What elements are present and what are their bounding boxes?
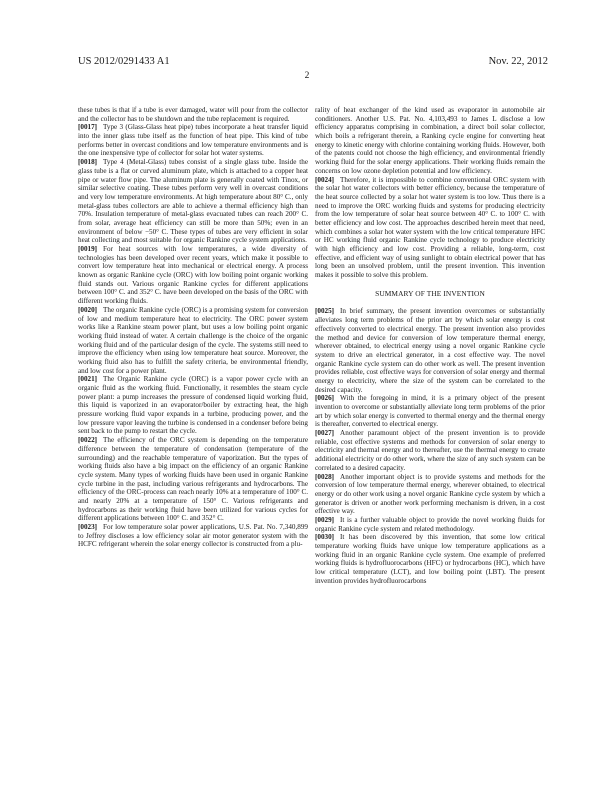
paragraph-number: [0030] <box>315 533 335 542</box>
paragraph-number: [0019] <box>78 245 98 253</box>
left-column <box>78 106 308 549</box>
paragraph-text: In brief summary, the present invention overcomes or substantially alleviates long term problems of the prior art by which solar energy is cost effectively converted to electrical energy. The present invention also provides the method and device for conversion of low temperature thermal energy, wherever obtained, to electrical energy using a novel organic Rankine cycle system to drive an electrical generator, in a cost effective way. The novel organic Rankine cycle system can do other work as well. The present invention provides reliable, cost effective ways for conversion of solar energy and thermal energy to electricity, where the size of the system can be correlated to the desired capacity. <box>315 307 545 394</box>
paragraph-text: Another important object is to provide systems and methods for the conversion of low temperature thermal energy, wherever obtained, to electrical energy or do other work using a novel organic Rankine cycle system by which a generator is driven or another work performing mechanism is driven, in a cost effective way. <box>315 472 545 516</box>
paragraph-number: [0017] <box>78 123 98 132</box>
paragraph <box>78 245 308 306</box>
page-number: 2 <box>304 71 310 81</box>
paragraph <box>315 307 545 394</box>
paragraph <box>315 473 545 516</box>
paragraph <box>78 158 308 245</box>
paragraph-number: [0021] <box>78 375 98 384</box>
paragraph <box>315 516 545 533</box>
paragraph <box>78 375 308 436</box>
paragraph-number: [0028] <box>315 472 335 481</box>
paragraph-number: [0023] <box>78 523 98 531</box>
paragraph-text: For low temperature solar power applications, U.S. Pat. No. 7,340,899 to Jeffrey discloses a low efficiency solar air motor generator system with the HCFC refrigerant wherein the solar energy collector is constructed from a plu- <box>78 523 308 549</box>
paragraph-text: Type 4 (Metal-Glass) tubes consist of a single glass tube. Inside the glass tube is a flat or curved aluminum plate, which is attached to a copper heat pipe or water flow pipe. The aluminum plate is generally coated with Tinox, or similar selective coating. These tubes perform very well in overcast conditions and very low temperature environments. At high temperature about 80° C., only metal-glass tubes collectors are able to achieve a thermal efficiency high than 70%. Insulation temperature of metal-glass evacuated tubes can reach 200° C. from solar, average heat efficiency can still be more than 50%; even in an environment of below −50° C. These types of tubes are very efficient in solar heat collecting and most suitable for organic Rankine cycle system applications. <box>78 158 308 245</box>
paragraph-number: [0022] <box>78 436 98 445</box>
paragraph-text: Therefore, it is impossible to combine conventional ORC system with the solar hot water collectors with better efficiency, because the temperature of the heat source collected by a solar hot water system is too low. Thus there is a need to improve the ORC working fluids and systems for producing electricity from the low temperature of solar heat source between 40° C. to 100° C. with better efficiency and low cost. The approaches described herein meet that need, which combines a solar hot water system with the low critical temperature HFC or HC working fluid organic Rankine cycle technology to produce electricity with high efficiency and low cost. Providing a reliable, long-term, cost effective, and efficient way of using sunlight to obtain electrical power that has long been an unsolved problem, until the present invention. This invention makes it possible to solve this problem. <box>315 175 545 280</box>
paragraph <box>315 394 545 429</box>
paragraph-text: Type 3 (Glass-Glass heat pipe) tubes incorporate a heat transfer liquid into the inner glass tube itself as the function of heat pipe. This kind of tube performs better in overcast conditions and low temperature environments and is the one inexpensive type of collector for solar hot water systems. <box>78 123 308 158</box>
paragraph-text: these tubes is that if a tube is ever damaged, water will pour from the collector and the collector has to be shutdown and the tube replacement is required. <box>78 106 308 123</box>
paragraph-text: rality of heat exchanger of the kind used as evaporator in automobile air conditioners. Another U.S. Pat. No. 4,103,493 to James L disclose a low efficiency apparatus comprising in combination, a direct boil solar collector, which boils a refrigerant therein, a Ranking cycle engine for converting heat energy to kinetic energy with chlorine containing working fluids. However, both of the patents could not choose the high efficiency, and environmental friendly working fluid for the solar energy applications. Their working fluids remain the concerns on low ozone depletion potential and low efficiency. <box>315 106 545 175</box>
paragraph-number: [0020] <box>78 305 98 314</box>
paragraph <box>78 106 308 123</box>
section-heading: SUMMARY OF THE INVENTION <box>375 288 485 298</box>
publication-number: US 2012/0291433 A1 <box>78 56 170 67</box>
paragraph-text: The organic Rankine cycle (ORC) is a promising system for conversion of low and medium temperature heat to electricity. The ORC power system works like a Rankine steam power plant, but uses a low boiling point organic working fluid instead of water. A certain challenge is the choice of the organic working fluid and of the particular design of the cycle. The systems still need to improve the efficiency when using low temperature heat source. Moreover, the working fluid also has to fulfill the safety criteria, be environmental friendly, and low cost for a power plant. <box>78 305 308 375</box>
paragraph-text: Another paramount object of the present invention is to provide reliable, cost effective systems and methods for conversion of solar energy to electricity and thermal energy and to thereafter, use the thermal energy to create additional electricity or do other work, where the size of any such system can be correlated to a desired capacity. <box>315 429 545 472</box>
paragraph-text: With the foregoing in mind, it is a primary object of the present invention to overcome or substantially alleviate long term problems of the prior art by which solar energy is converted to thermal energy and the thermal energy is thereafter, converted to electrical energy. <box>315 394 545 429</box>
paragraph <box>78 123 308 158</box>
paragraph-text: The efficiency of the ORC system is depending on the temperature difference between the temperature of condensation (temperature of the surrounding) and the reachable temperature of vaporization. But the types of working fluids also have a big impact on the efficiency of an organic Rankine cycle system. Many types of working fluids have been used in organic Rankine cycle turbine in the past, including various refrigerants and hydrocarbons. The efficiency of the ORC-process can reach nearly 10% at a temperature of 100° C. and nearly 20% at a temperature of 150° C. Various refrigerants and hydrocarbons as their working fluid have been utilized for various cycles for different applications between 100° C. and 352° C. <box>78 436 308 523</box>
paragraph <box>315 106 545 176</box>
paragraph-number: [0026] <box>315 394 335 403</box>
paragraph <box>315 533 545 585</box>
paragraph-text: It is a further valuable object to provide the novel working fluids for organic Rankine cycle system and related methodology. <box>315 515 545 533</box>
paragraph-number: [0029] <box>315 515 335 524</box>
paragraph <box>78 306 308 376</box>
paragraph <box>78 523 308 549</box>
paragraph <box>315 176 545 280</box>
paragraph-text: It has been discovered by this invention, that some low critical temperature working fluids have unique low temperature applications as a working fluid in an organic Rankine cycle system. One example of preferred working fluids is hydrofluorocarbons (HFC) or hydrocarbons (HC), which have low critical temperature (LCT), and low boiling point (LBT). The present invention provides hydrofluorocarbons <box>315 533 545 585</box>
paragraph-text: For heat sources with low temperatures, a wide diversity of technologies has been developed over recent years, which make it possible to convert low temperature heat into mechanical or electrical energy. A process known as organic Rankine cycle (ORC) with low boiling point organic working fluid stands out. Various organic Rankine cycles for different applications between 100° C. and 352° C. have been developed on the basis of the ORC with different working fluids. <box>78 245 308 306</box>
paragraph-text: The Organic Rankine cycle (ORC) is a vapor power cycle with an organic fluid as the working fluid. Functionally, it resembles the steam cycle power plant: a pump increases the pressure of condensed liquid working fluid, this liquid is vaporized in an evaporator/boiler by extracting heat, the high pressure working fluid vapor expands in a turbine, producing power, and the low pressure vapor leaving the turbine is condensed in a condenser before being sent back to the pump to restart the cycle. <box>78 375 308 436</box>
paragraph <box>78 436 308 523</box>
paragraph-number: [0025] <box>315 307 335 316</box>
right-column <box>315 106 545 585</box>
paragraph <box>315 429 545 472</box>
paragraph-number: [0018] <box>78 158 98 167</box>
paragraph-number: [0024] <box>315 175 335 184</box>
publication-date: Nov. 22, 2012 <box>488 56 548 67</box>
paragraph-number: [0027] <box>315 429 335 438</box>
